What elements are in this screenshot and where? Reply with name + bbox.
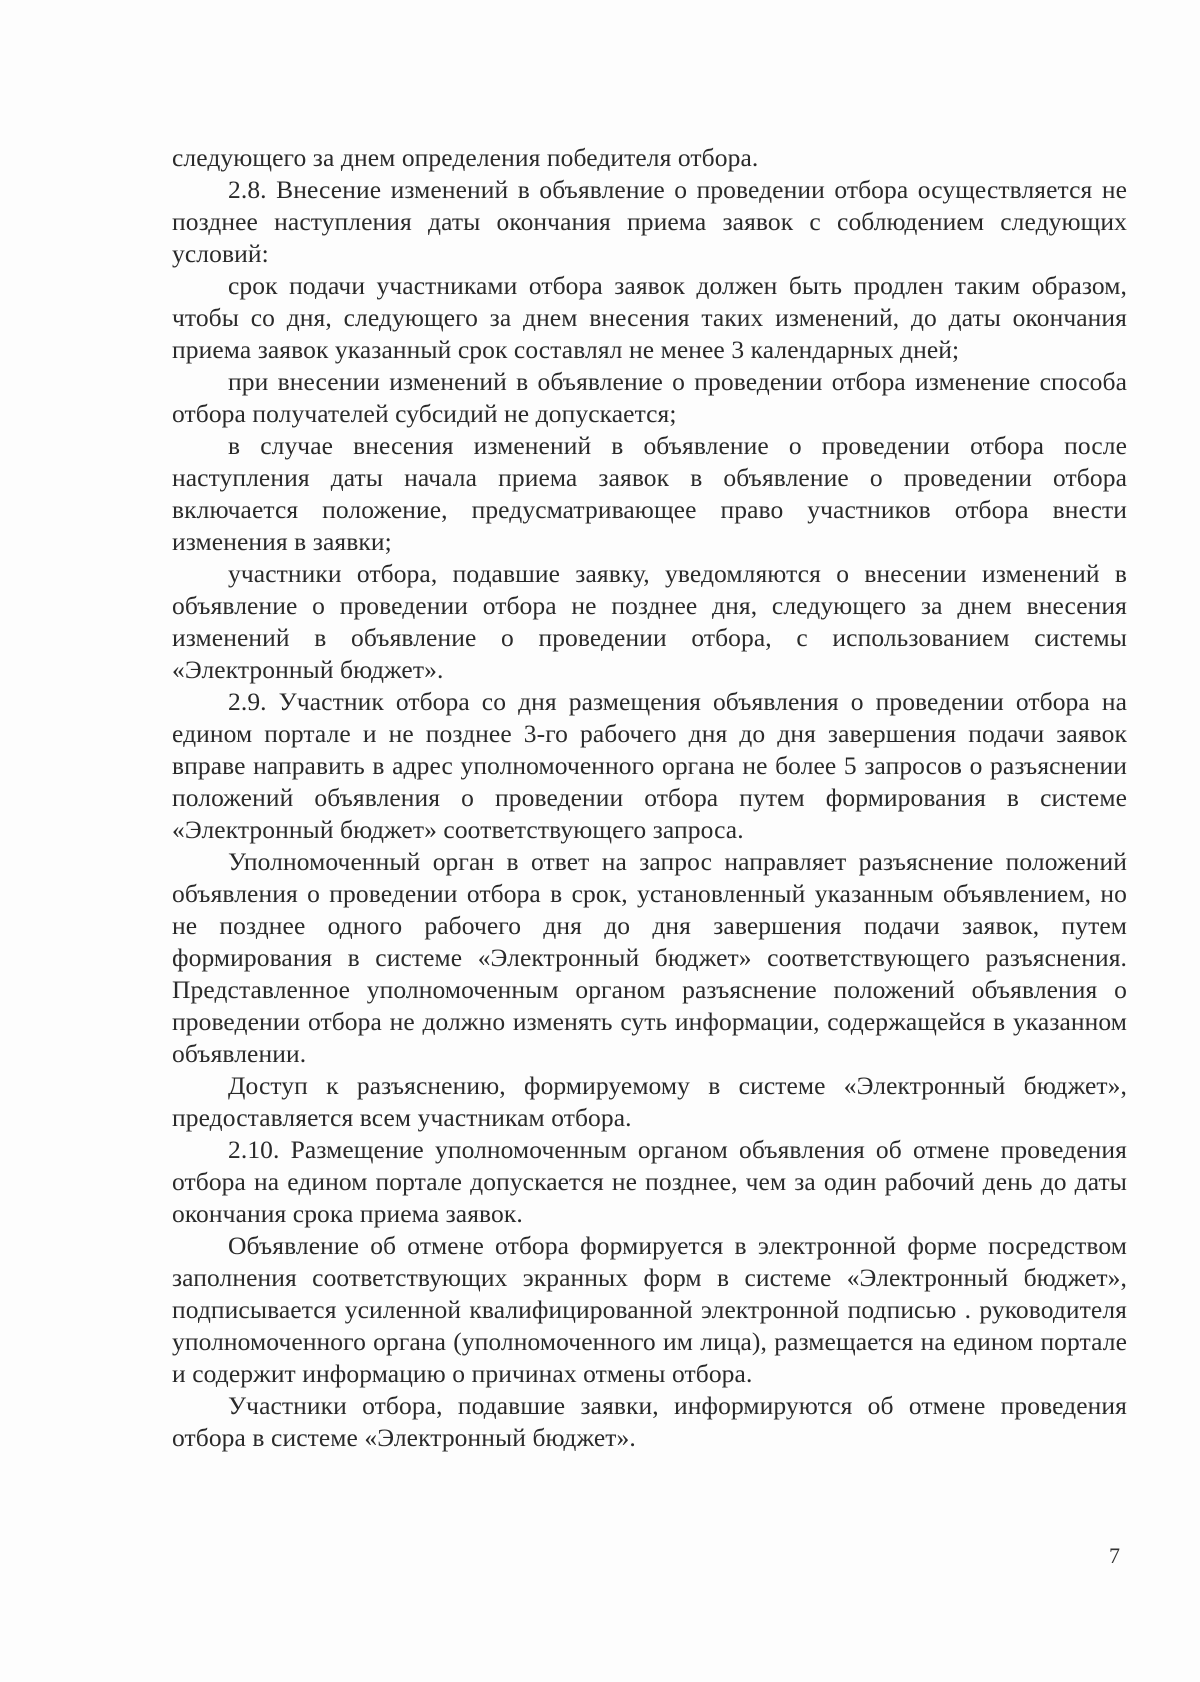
paragraph-2-9: 2.9. Участник отбора со дня размещения объявления о проведении отбора на едином портале и не позднее 3-го рабочего дня до дня завершения подачи заявок вправе направить в адрес уполномоченного органа не более 5 запросов о разъяснении положений объявления о проведении отбора путем формирования в системе «Электронный бюджет» соответствующего запроса. [172, 687, 1127, 844]
paragraph-condition-notify: участники отбора, подавшие заявку, уведомляются о внесении изменений в объявление о проведении отбора не позднее дня, следующего за днем внесения изменений в объявление о проведении отбора, с использованием системы «Электронный бюджет». [172, 559, 1127, 684]
paragraph-2-10: 2.10. Размещение уполномоченным органом объявления об отмене проведения отбора на едином портале допускается не позднее, чем за один рабочий день до даты окончания срока приема заявок. [172, 1135, 1127, 1228]
paragraph-2-8: 2.8. Внесение изменений в объявление о проведении отбора осуществляется не позднее наступления даты окончания приема заявок с соблюдением следующих условий: [172, 175, 1127, 268]
paragraph-continuation: следующего за днем определения победителя отбора. [172, 143, 759, 172]
paragraph-cancellation-form: Объявление об отмене отбора формируется в электронной форме посредством заполнения соответствующих экранных форм в системе «Электронный бюджет», подписывается усиленной квалифицированной электронной подписью . руководителя уполномоченного органа (уполномоченного им лица), размещается на едином портале и содержит информацию о причинах отмены отбора. [172, 1231, 1127, 1388]
paragraph-clarification-response: Уполномоченный орган в ответ на запрос направляет разъяснение положений объявления о проведении отбора в срок, установленный указанным объявлением, но не позднее одного рабочего дня до дня завершения подачи заявок, путем формирования в системе «Электронный бюджет» соответствующего разъяснения. Представленное уполномоченным органом разъяснение положений объявления о проведении отбора не должно изменять суть информации, содержащейся в указанном объявлении. [172, 847, 1127, 1068]
paragraph-condition-method: при внесении изменений в объявление о проведении отбора изменение способа отбора получателей субсидий не допускается; [172, 367, 1127, 428]
paragraph-condition-amend: в случае внесения изменений в объявление о проведении отбора после наступления даты начала приема заявок в объявление о проведении отбора включается положение, предусматривающее право участников отбора внести изменения в заявки; [172, 431, 1127, 556]
paragraph-clarification-access: Доступ к разъяснению, формируемому в системе «Электронный бюджет», предоставляется всем участникам отбора. [172, 1071, 1127, 1132]
paragraph-cancellation-notify: Участники отбора, подавшие заявки, информируются об отмене проведения отбора в системе «Электронный бюджет». [172, 1391, 1127, 1452]
document-body [172, 142, 1127, 1454]
page-number: 7 [1109, 1543, 1120, 1568]
paragraph-condition-deadline: срок подачи участниками отбора заявок должен быть продлен таким образом, чтобы со дня, следующего за днем внесения таких изменений, до даты окончания приема заявок указанный срок составлял не менее 3 календарных дней; [172, 271, 1127, 364]
